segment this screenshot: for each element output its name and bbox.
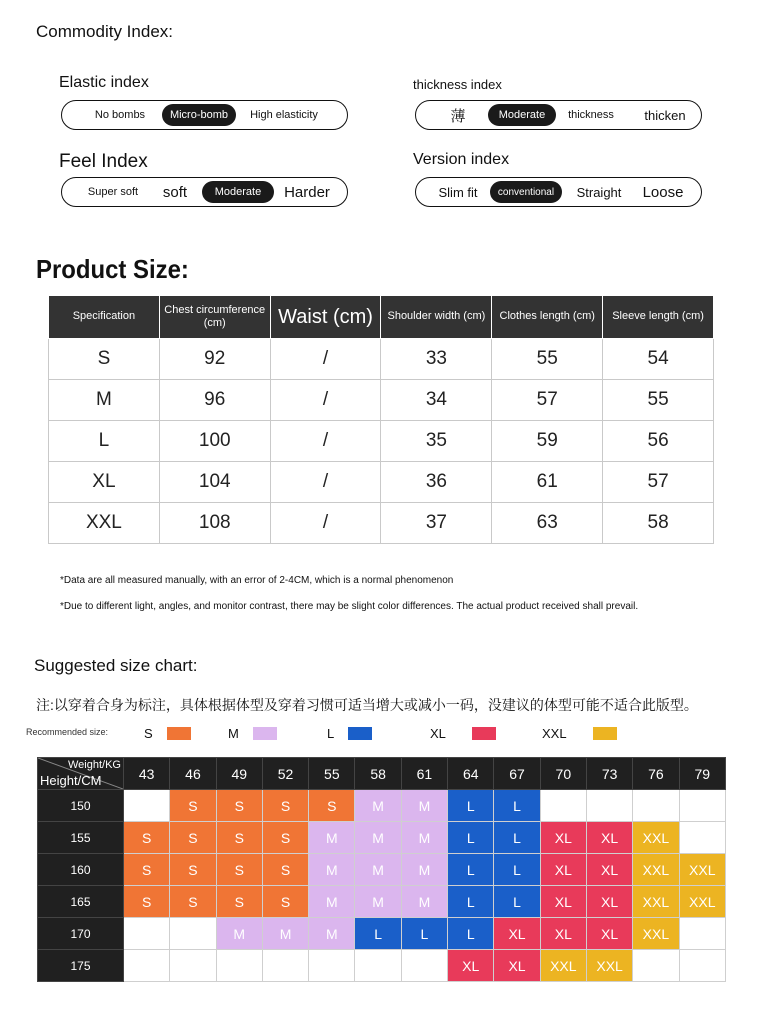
product-size-title: Product Size: (36, 254, 189, 284)
elastic-index-label: Elastic index (59, 74, 149, 91)
cell-shoulder: 33 (381, 339, 492, 380)
measurement-note: *Data are all measured manually, with an error of 2-4CM, which is a normal phenomenon (60, 575, 454, 586)
height-header-cell: 170 (38, 918, 124, 950)
size-cell-s: S (262, 886, 308, 918)
size-cell-empty (679, 790, 725, 822)
size-chart-note: 注:以穿着合身为标注，具体根据体型及穿着习惯可适当增大或减小一码，没建议的体型可能不适合此版型。 (36, 697, 698, 713)
feel-index-label: Feel Index (59, 151, 148, 172)
color-note: *Due to different light, angles, and monitor contrast, there may be slight color differences. The actual product received shall prevail. (60, 601, 639, 612)
size-cell-m: M (401, 886, 447, 918)
height-row (38, 790, 726, 822)
size-cell-xl: XL (540, 854, 586, 886)
size-cell-s: S (124, 854, 170, 886)
size-row (49, 339, 714, 380)
commodity-index-title: Commodity Index: (36, 22, 173, 41)
cell-chest: 104 (159, 462, 270, 503)
height-header-cell: 155 (38, 822, 124, 854)
height-header-cell: 160 (38, 854, 124, 886)
thickness-option-moderate: Moderate (488, 104, 556, 126)
size-cell-xxl: XXL (633, 918, 679, 950)
legend-item-xxl (542, 726, 617, 741)
size-cell-empty (633, 950, 679, 982)
weight-header-cell: 79 (679, 758, 725, 790)
height-header-cell: 150 (38, 790, 124, 822)
header-specification: Specification (49, 296, 160, 339)
thickness-index-label: thickness index (413, 77, 502, 92)
size-cell-m: M (401, 854, 447, 886)
size-cell-xl: XL (586, 854, 632, 886)
size-cell-l: L (494, 854, 540, 886)
size-cell-m: M (401, 790, 447, 822)
cell-waist: / (270, 462, 381, 503)
cell-waist: / (270, 421, 381, 462)
size-cell-m: M (401, 822, 447, 854)
legend-item-xl (430, 726, 496, 741)
size-cell-l: L (448, 918, 494, 950)
size-cell-s: S (170, 886, 216, 918)
size-cell-s: S (309, 790, 355, 822)
size-cell-s: S (170, 854, 216, 886)
cell-chest: 100 (159, 421, 270, 462)
weight-header-cell: 58 (355, 758, 401, 790)
weight-header-cell: 67 (494, 758, 540, 790)
size-cell-xxl: XXL (633, 854, 679, 886)
cell-sleeve-length: 55 (603, 380, 714, 421)
thickness-option-thickness: thickness (568, 109, 614, 121)
size-cell-l: L (448, 790, 494, 822)
legend-color-swatch (253, 727, 277, 740)
cell-shoulder: 34 (381, 380, 492, 421)
size-cell-l: L (494, 790, 540, 822)
cell-size: XXL (49, 503, 160, 544)
size-cell-empty (679, 918, 725, 950)
legend-label: Recommended size: (26, 727, 109, 737)
cell-size: L (49, 421, 160, 462)
thickness-index-slider (415, 100, 702, 130)
legend-color-swatch (167, 727, 191, 740)
cell-size: XL (49, 462, 160, 503)
size-cell-xxl: XXL (586, 950, 632, 982)
cell-clothes-length: 61 (492, 462, 603, 503)
header-sleeve-length: Sleeve length (cm) (603, 296, 714, 339)
size-cell-l: L (494, 822, 540, 854)
cell-waist: / (270, 503, 381, 544)
size-cell-xxl: XXL (679, 854, 725, 886)
height-row (38, 822, 726, 854)
size-cell-m: M (309, 822, 355, 854)
cell-shoulder: 36 (381, 462, 492, 503)
feel-option-super-soft: Super soft (87, 186, 139, 198)
version-option-slim-fit: Slim fit (438, 184, 478, 200)
version-index-slider (415, 177, 702, 207)
size-chart-header-row (38, 758, 726, 790)
size-cell-s: S (262, 854, 308, 886)
feel-option-harder: Harder (284, 183, 330, 201)
size-cell-empty (262, 950, 308, 982)
cell-chest: 92 (159, 339, 270, 380)
size-cell-xxl: XXL (679, 886, 725, 918)
size-cell-empty (124, 790, 170, 822)
cell-size: M (49, 380, 160, 421)
size-cell-l: L (401, 918, 447, 950)
size-cell-m: M (262, 918, 308, 950)
legend-color-swatch (472, 727, 496, 740)
legend-item-s (144, 726, 191, 741)
legend-item-l (327, 726, 372, 741)
thickness-option-thicken: thicken (644, 107, 686, 123)
size-cell-m: M (355, 886, 401, 918)
size-cell-empty (216, 950, 262, 982)
size-cell-l: L (448, 886, 494, 918)
size-cell-l: L (448, 854, 494, 886)
cell-shoulder: 37 (381, 503, 492, 544)
weight-header-cell: 61 (401, 758, 447, 790)
cell-clothes-length: 55 (492, 339, 603, 380)
height-header-cell: 165 (38, 886, 124, 918)
size-cell-s: S (124, 822, 170, 854)
size-chart-title: Suggested size chart: (34, 656, 198, 675)
size-cell-empty (124, 918, 170, 950)
legend-color-swatch (593, 727, 617, 740)
size-cell-m: M (309, 918, 355, 950)
product-size-table (48, 295, 714, 544)
weight-header-cell: 49 (216, 758, 262, 790)
size-cell-xxl: XXL (540, 950, 586, 982)
size-cell-xl: XL (586, 918, 632, 950)
chart-corner-cell (38, 758, 124, 790)
size-cell-m: M (309, 886, 355, 918)
cell-clothes-length: 63 (492, 503, 603, 544)
legend-size-label: M (228, 726, 239, 741)
elastic-option-micro-bomb: Micro-bomb (162, 104, 236, 126)
header-chest: Chest circumference (cm) (159, 296, 270, 339)
size-cell-s: S (124, 886, 170, 918)
legend-item-m (228, 726, 277, 741)
height-header-cell: 175 (38, 950, 124, 982)
size-cell-empty (309, 950, 355, 982)
height-row (38, 950, 726, 982)
cell-sleeve-length: 58 (603, 503, 714, 544)
size-chart-table (37, 757, 726, 982)
height-row (38, 854, 726, 886)
weight-header-cell: 43 (124, 758, 170, 790)
cell-shoulder: 35 (381, 421, 492, 462)
cell-waist: / (270, 339, 381, 380)
size-cell-m: M (216, 918, 262, 950)
weight-header-cell: 73 (586, 758, 632, 790)
size-cell-empty (679, 822, 725, 854)
weight-header-cell: 46 (170, 758, 216, 790)
size-cell-xl: XL (494, 950, 540, 982)
weight-header-cell: 76 (633, 758, 679, 790)
size-row (49, 380, 714, 421)
weight-header-cell: 55 (309, 758, 355, 790)
corner-weight-label: Weight/KG (68, 759, 121, 771)
size-cell-s: S (216, 886, 262, 918)
size-table-header-row (49, 296, 714, 339)
height-row (38, 886, 726, 918)
size-cell-m: M (355, 790, 401, 822)
size-legend (26, 726, 726, 742)
size-cell-m: M (355, 822, 401, 854)
size-cell-xl: XL (540, 886, 586, 918)
elastic-option-no-bombs: No bombs (94, 109, 146, 121)
size-cell-m: M (355, 854, 401, 886)
size-cell-xl: XL (586, 886, 632, 918)
header-shoulder: Shoulder width (cm) (381, 296, 492, 339)
size-row (49, 421, 714, 462)
cell-clothes-length: 57 (492, 380, 603, 421)
weight-header-cell: 70 (540, 758, 586, 790)
size-cell-xxl: XXL (633, 886, 679, 918)
size-cell-empty (679, 950, 725, 982)
version-option-loose: Loose (642, 183, 684, 201)
cell-clothes-length: 59 (492, 421, 603, 462)
size-cell-empty (170, 918, 216, 950)
elastic-index-slider (61, 100, 348, 130)
feel-option-soft: soft (162, 183, 188, 201)
size-cell-s: S (216, 790, 262, 822)
size-cell-empty (124, 950, 170, 982)
size-cell-m: M (309, 854, 355, 886)
size-cell-s: S (262, 822, 308, 854)
size-cell-xl: XL (540, 822, 586, 854)
cell-sleeve-length: 54 (603, 339, 714, 380)
legend-color-swatch (348, 727, 372, 740)
version-option-conventional: conventional (490, 181, 562, 203)
legend-size-label: S (144, 726, 153, 741)
size-cell-xxl: XXL (633, 822, 679, 854)
size-cell-l: L (494, 886, 540, 918)
thickness-option-thin: 薄 (450, 107, 466, 125)
size-cell-empty (586, 790, 632, 822)
height-row (38, 918, 726, 950)
version-index-label: Version index (413, 151, 510, 168)
size-cell-xl: XL (540, 918, 586, 950)
size-cell-l: L (448, 822, 494, 854)
header-clothes-length: Clothes length (cm) (492, 296, 603, 339)
size-cell-empty (170, 950, 216, 982)
cell-sleeve-length: 57 (603, 462, 714, 503)
version-option-straight: Straight (576, 184, 622, 200)
size-cell-empty (633, 790, 679, 822)
size-cell-xl: XL (586, 822, 632, 854)
size-row (49, 462, 714, 503)
elastic-option-high-elasticity: High elasticity (250, 109, 318, 121)
header-waist: Waist (cm) (270, 296, 381, 339)
legend-size-label: XL (430, 726, 446, 741)
cell-chest: 108 (159, 503, 270, 544)
cell-waist: / (270, 380, 381, 421)
weight-header-cell: 52 (262, 758, 308, 790)
feel-option-moderate: Moderate (202, 181, 274, 203)
size-cell-s: S (170, 822, 216, 854)
size-cell-empty (540, 790, 586, 822)
size-cell-empty (401, 950, 447, 982)
size-row (49, 503, 714, 544)
feel-index-slider (61, 177, 348, 207)
size-cell-xl: XL (448, 950, 494, 982)
corner-height-label: Height/CM (40, 773, 102, 788)
size-cell-xl: XL (494, 918, 540, 950)
cell-sleeve-length: 56 (603, 421, 714, 462)
weight-header-cell: 64 (448, 758, 494, 790)
cell-size: S (49, 339, 160, 380)
legend-size-label: XXL (542, 726, 567, 741)
legend-size-label: L (327, 726, 335, 741)
cell-chest: 96 (159, 380, 270, 421)
size-cell-s: S (216, 854, 262, 886)
size-cell-l: L (355, 918, 401, 950)
size-cell-empty (355, 950, 401, 982)
size-cell-s: S (262, 790, 308, 822)
size-cell-s: S (170, 790, 216, 822)
size-cell-s: S (216, 822, 262, 854)
